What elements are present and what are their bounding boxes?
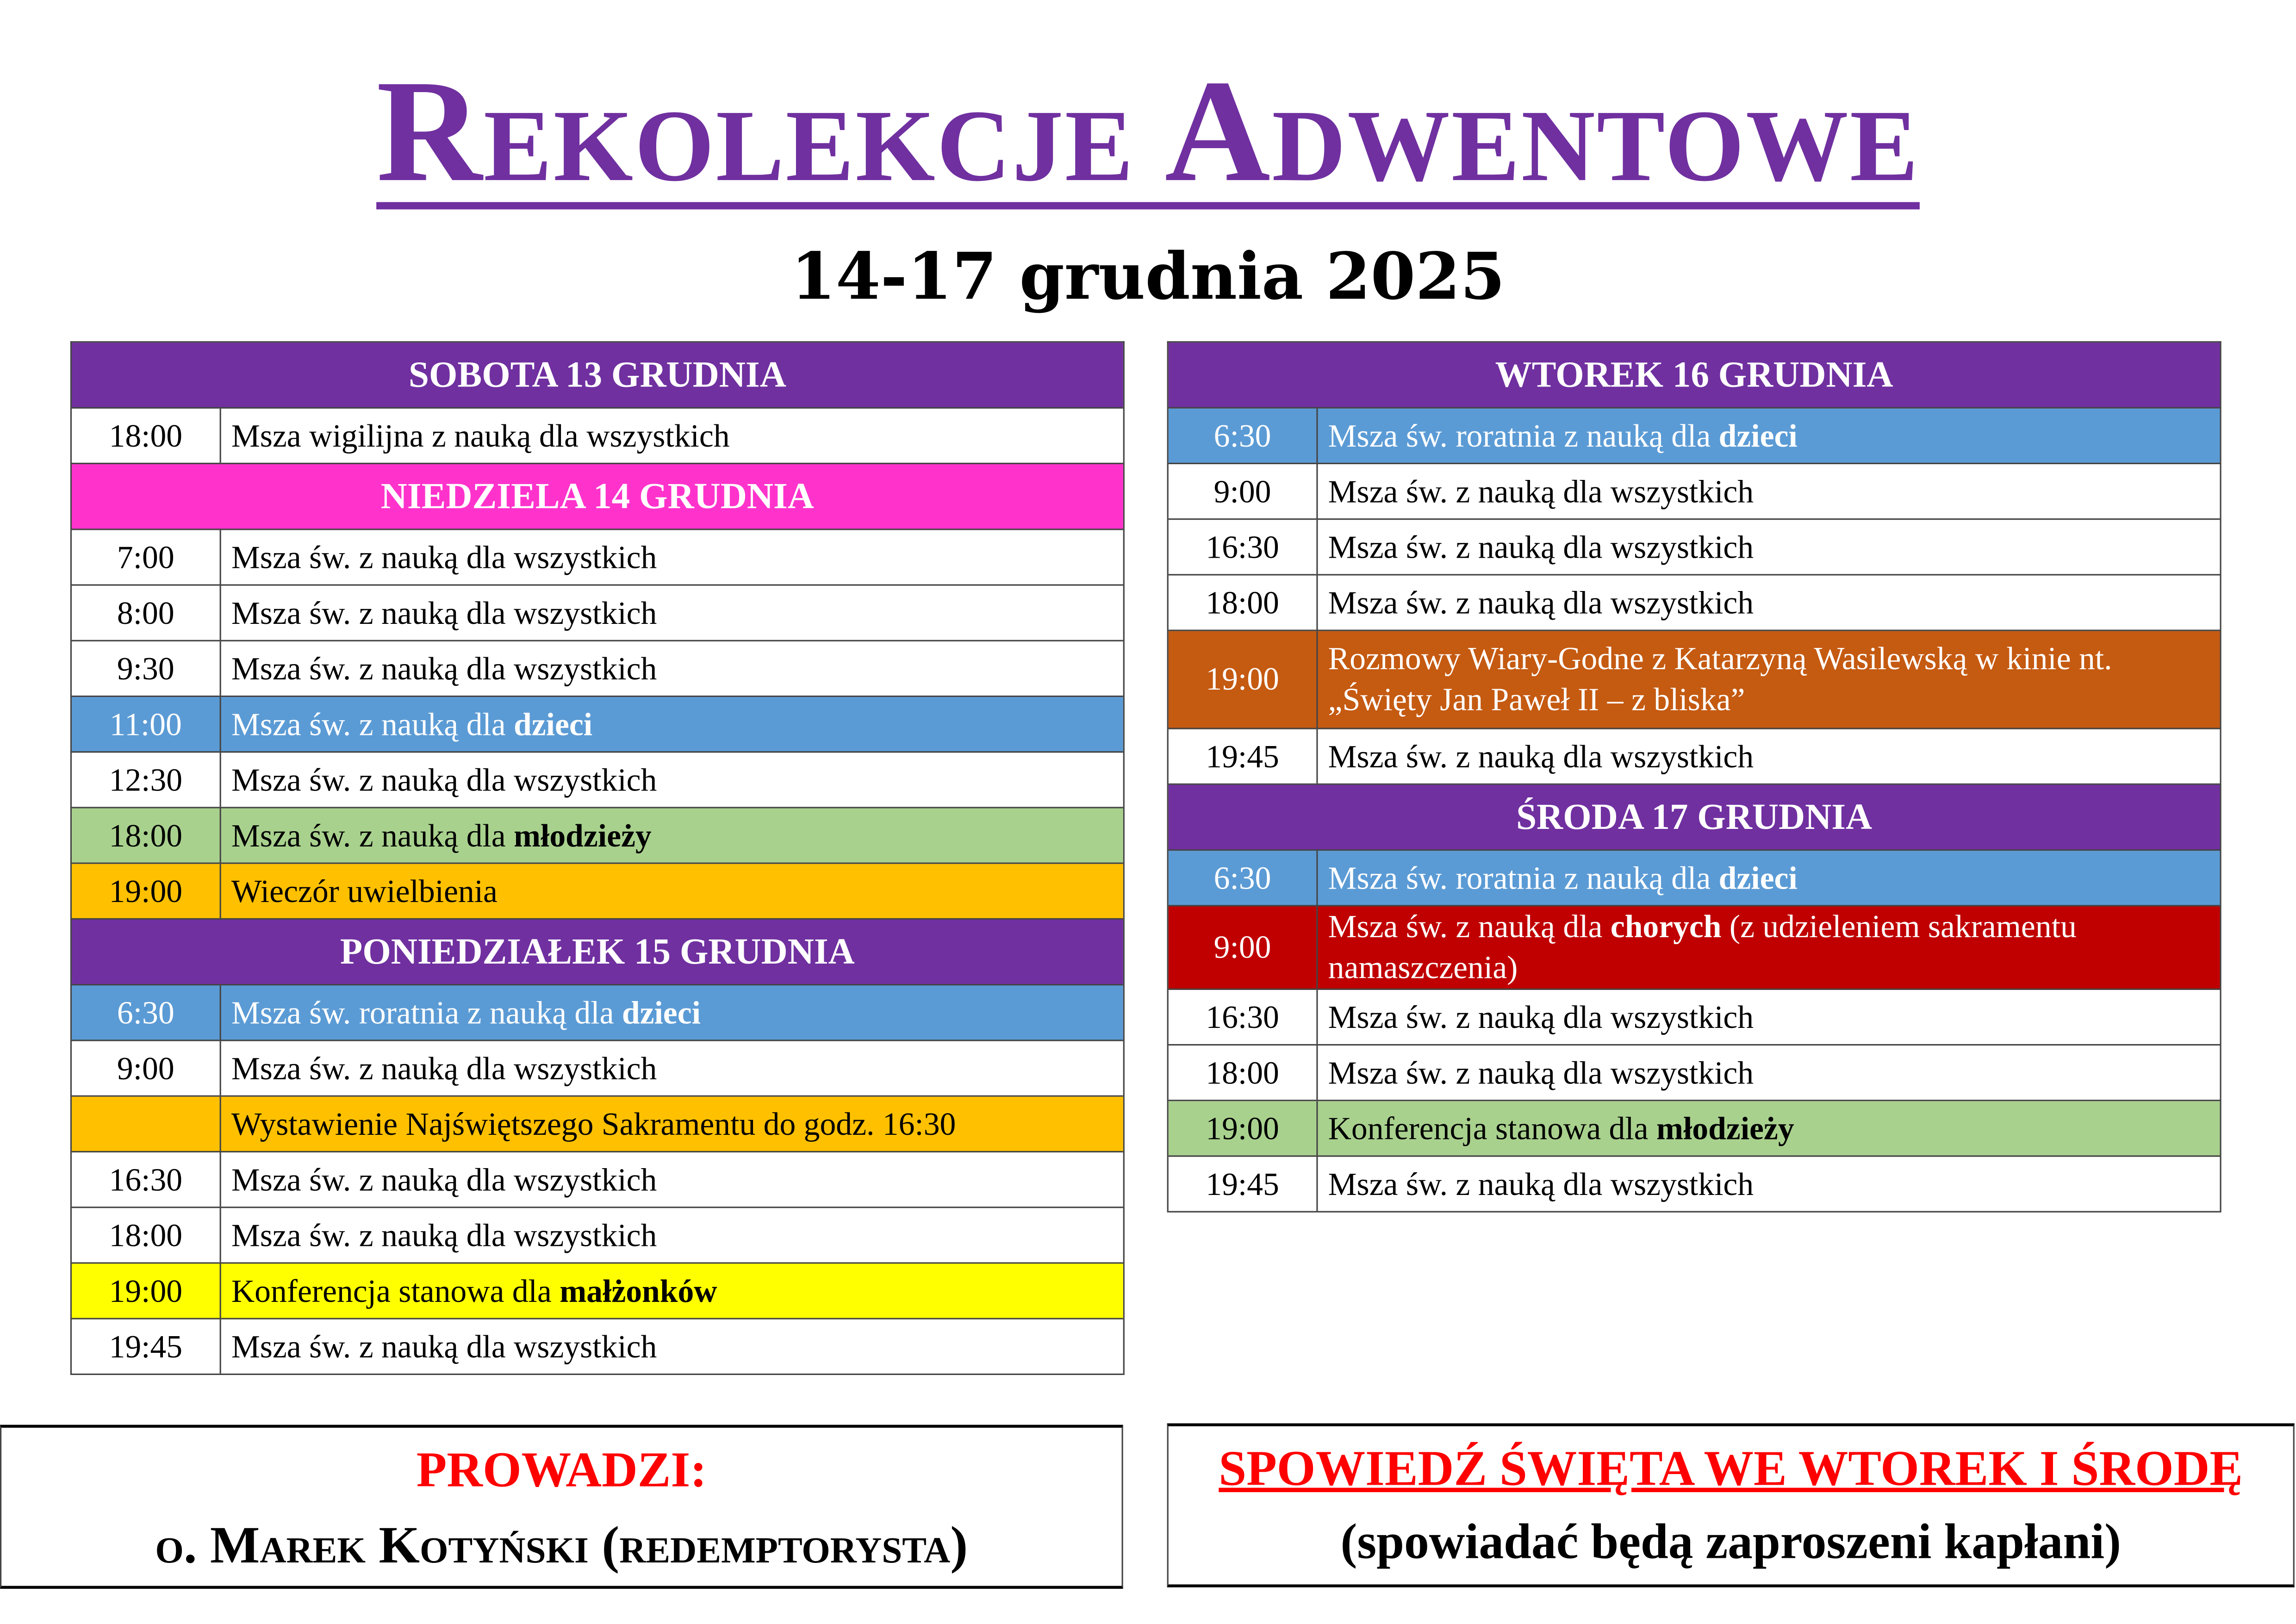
event-time: 18:00 (72, 809, 221, 863)
schedule-row (1169, 907, 2220, 990)
event-text: Msza św. z nauką dla wszystkich (231, 760, 657, 797)
schedule-row (72, 697, 1123, 753)
event-description (221, 641, 1123, 696)
event-description (221, 409, 1123, 463)
event-text: Msza św. z nauką dla wszystkich (1328, 472, 1754, 509)
event-time: 11:00 (72, 697, 221, 751)
event-audience: małżonków (560, 1271, 717, 1309)
event-description (1318, 1045, 2220, 1100)
event-text: Msza św. z nauką dla wszystkich (1328, 737, 1754, 774)
event-description (1318, 729, 2220, 784)
event-text: Wieczór uwielbienia (231, 872, 498, 909)
event-time: 9:30 (72, 641, 221, 696)
event-audience: dzieci (622, 993, 701, 1030)
event-description (221, 809, 1123, 863)
event-description (221, 1319, 1123, 1374)
event-description (221, 1264, 1123, 1318)
schedule-row (72, 586, 1123, 641)
day-header: ŚRODA 17 GRUDNIA (1169, 785, 2220, 851)
schedule-row (1169, 409, 2220, 464)
event-description (1318, 907, 2220, 989)
event-time: 8:00 (72, 586, 221, 640)
leader-box (0, 1425, 1123, 1589)
schedule-row (1169, 575, 2220, 631)
event-time: 19:00 (1169, 1101, 1318, 1155)
event-description (221, 985, 1123, 1039)
title-text: Rekolekcje Adwentowe (376, 50, 1920, 212)
schedule-table-left (70, 341, 1125, 1375)
event-text: Msza św. z nauką dla wszystkich (231, 1216, 657, 1253)
event-description (221, 586, 1123, 640)
leader-label: PROWADZI: (416, 1444, 707, 1498)
event-time: 7:00 (72, 530, 221, 584)
event-time: 19:00 (72, 1264, 221, 1318)
schedule-row (1169, 990, 2220, 1045)
event-text: Konferencja stanowa dla (231, 1271, 560, 1309)
schedule-row (72, 1319, 1123, 1375)
schedule-row (72, 1264, 1123, 1319)
schedule-row (1169, 464, 2220, 520)
event-audience: młodzieży (1656, 1109, 1794, 1146)
schedule-row (1169, 520, 2220, 575)
event-text: Msza św. z nauką dla wszystkich (1328, 528, 1754, 565)
event-time: 9:00 (1169, 464, 1318, 518)
event-description (1318, 575, 2220, 629)
event-description (1318, 1157, 2220, 1211)
leader-name: o. Marek Kotyński (redemptorysta) (155, 1515, 968, 1574)
schedule-row (72, 641, 1123, 697)
event-text: Rozmowy Wiary-Godne z Katarzyną Wasilewską w kinie nt. „Święty Jan Paweł II – z bliska” (1328, 640, 2112, 718)
event-time: 19:45 (72, 1319, 221, 1374)
event-text: Msza św. z nauką dla wszystkich (231, 594, 657, 631)
event-time: 19:00 (1169, 631, 1318, 728)
confession-label: SPOWIEDŹ ŚWIĘTA WE WTOREK I ŚRODĘ (1219, 1442, 2243, 1497)
event-text: Konferencja stanowa dla (1328, 1109, 1656, 1146)
event-description (221, 530, 1123, 584)
schedule-row (72, 985, 1123, 1041)
event-time: 6:30 (72, 985, 221, 1039)
event-text: Msza św. z nauką dla wszystkich (1328, 998, 1754, 1035)
schedule-row (72, 1097, 1123, 1152)
event-time: 18:00 (1169, 575, 1318, 629)
schedule-row (1169, 1157, 2220, 1213)
event-time: 6:30 (1169, 409, 1318, 463)
event-description (221, 1208, 1123, 1262)
event-time: 19:45 (1169, 729, 1318, 784)
event-text: Wystawienie Najświętszego Sakramentu do godz. 16:30 (231, 1105, 956, 1142)
event-text: Msza wigilijna z nauką dla wszystkich (231, 417, 730, 454)
event-description (1318, 851, 2220, 905)
event-time: 9:00 (72, 1041, 221, 1095)
day-header: NIEDZIELA 14 GRUDNIA (72, 464, 1123, 530)
event-text: Msza św. z nauką dla (1328, 908, 1611, 945)
event-description (1318, 990, 2220, 1044)
event-text: Msza św. z nauką dla wszystkich (231, 649, 657, 686)
schedule-row (72, 864, 1123, 920)
day-header: SOBOTA 13 GRUDNIA (72, 342, 1123, 408)
schedule-row (72, 409, 1123, 464)
schedule-table-right (1167, 341, 2221, 1213)
event-time: 19:45 (1169, 1157, 1318, 1211)
date-range: 14-17 grudnia 2025 (790, 240, 1506, 315)
event-text: Msza św. z nauką dla wszystkich (231, 1160, 657, 1197)
event-description (221, 1152, 1123, 1207)
event-time: 18:00 (72, 409, 221, 463)
confession-box (1167, 1423, 2295, 1587)
event-description (221, 1041, 1123, 1095)
event-audience: dzieci (514, 705, 593, 742)
event-text: Msza św. z nauką dla wszystkich (1328, 1053, 1754, 1090)
schedule-row (1169, 729, 2220, 785)
event-audience: młodzieży (514, 816, 652, 853)
event-text: Msza św. roratnia z nauką dla (231, 993, 622, 1030)
schedule-row (72, 809, 1123, 864)
event-description (221, 697, 1123, 751)
schedule-row (72, 1208, 1123, 1263)
event-audience: chorych (1610, 908, 1722, 945)
schedule-row (72, 1152, 1123, 1208)
event-time: 6:30 (1169, 851, 1318, 905)
event-time: 19:00 (72, 864, 221, 918)
event-description (1318, 1101, 2220, 1155)
event-text: Msza św. z nauką dla wszystkich (1328, 583, 1754, 620)
event-description (1318, 409, 2220, 463)
event-description (1318, 464, 2220, 518)
event-description (221, 864, 1123, 918)
day-header: WTOREK 16 GRUDNIA (1169, 342, 2220, 408)
event-text: Msza św. roratnia z nauką dla (1328, 859, 1719, 896)
event-text: Msza św. z nauką dla wszystkich (1328, 1164, 1754, 1202)
schedule-row (72, 753, 1123, 808)
event-text: Msza św. z nauką dla wszystkich (231, 1049, 657, 1086)
event-text: (z udzieleniem sakramentu namaszczenia) (1328, 908, 2077, 986)
event-time: 18:00 (1169, 1045, 1318, 1100)
event-text: Msza św. roratnia z nauką dla (1328, 417, 1719, 454)
event-description (1318, 520, 2220, 574)
schedule-row (1169, 631, 2220, 729)
event-time: 12:30 (72, 753, 221, 807)
schedule-row (1169, 851, 2220, 906)
event-time: 16:30 (72, 1152, 221, 1207)
event-audience: dzieci (1718, 417, 1798, 454)
poster-title (0, 50, 2296, 212)
event-time: 18:00 (72, 1208, 221, 1262)
schedule-row (72, 530, 1123, 585)
schedule-row (1169, 1101, 2220, 1157)
event-time: 16:30 (1169, 520, 1318, 574)
event-text: Msza św. z nauką dla (231, 816, 514, 853)
event-time: 16:30 (1169, 990, 1318, 1044)
event-description (221, 1097, 1123, 1151)
event-text: Msza św. z nauką dla wszystkich (231, 538, 657, 575)
event-time: 9:00 (1169, 907, 1318, 989)
event-description (1318, 631, 2220, 728)
event-audience: dzieci (1718, 859, 1798, 896)
day-header: PONIEDZIAŁEK 15 GRUDNIA (72, 920, 1123, 985)
event-text: Msza św. z nauką dla (231, 705, 514, 742)
event-time (72, 1097, 221, 1151)
event-text: Msza św. z nauką dla wszystkich (231, 1327, 657, 1364)
confession-note: (spowiadać będą zaproszeni kapłani) (1340, 1515, 2122, 1570)
schedule-row (72, 1041, 1123, 1097)
schedule-row (1169, 1045, 2220, 1101)
event-description (221, 753, 1123, 807)
